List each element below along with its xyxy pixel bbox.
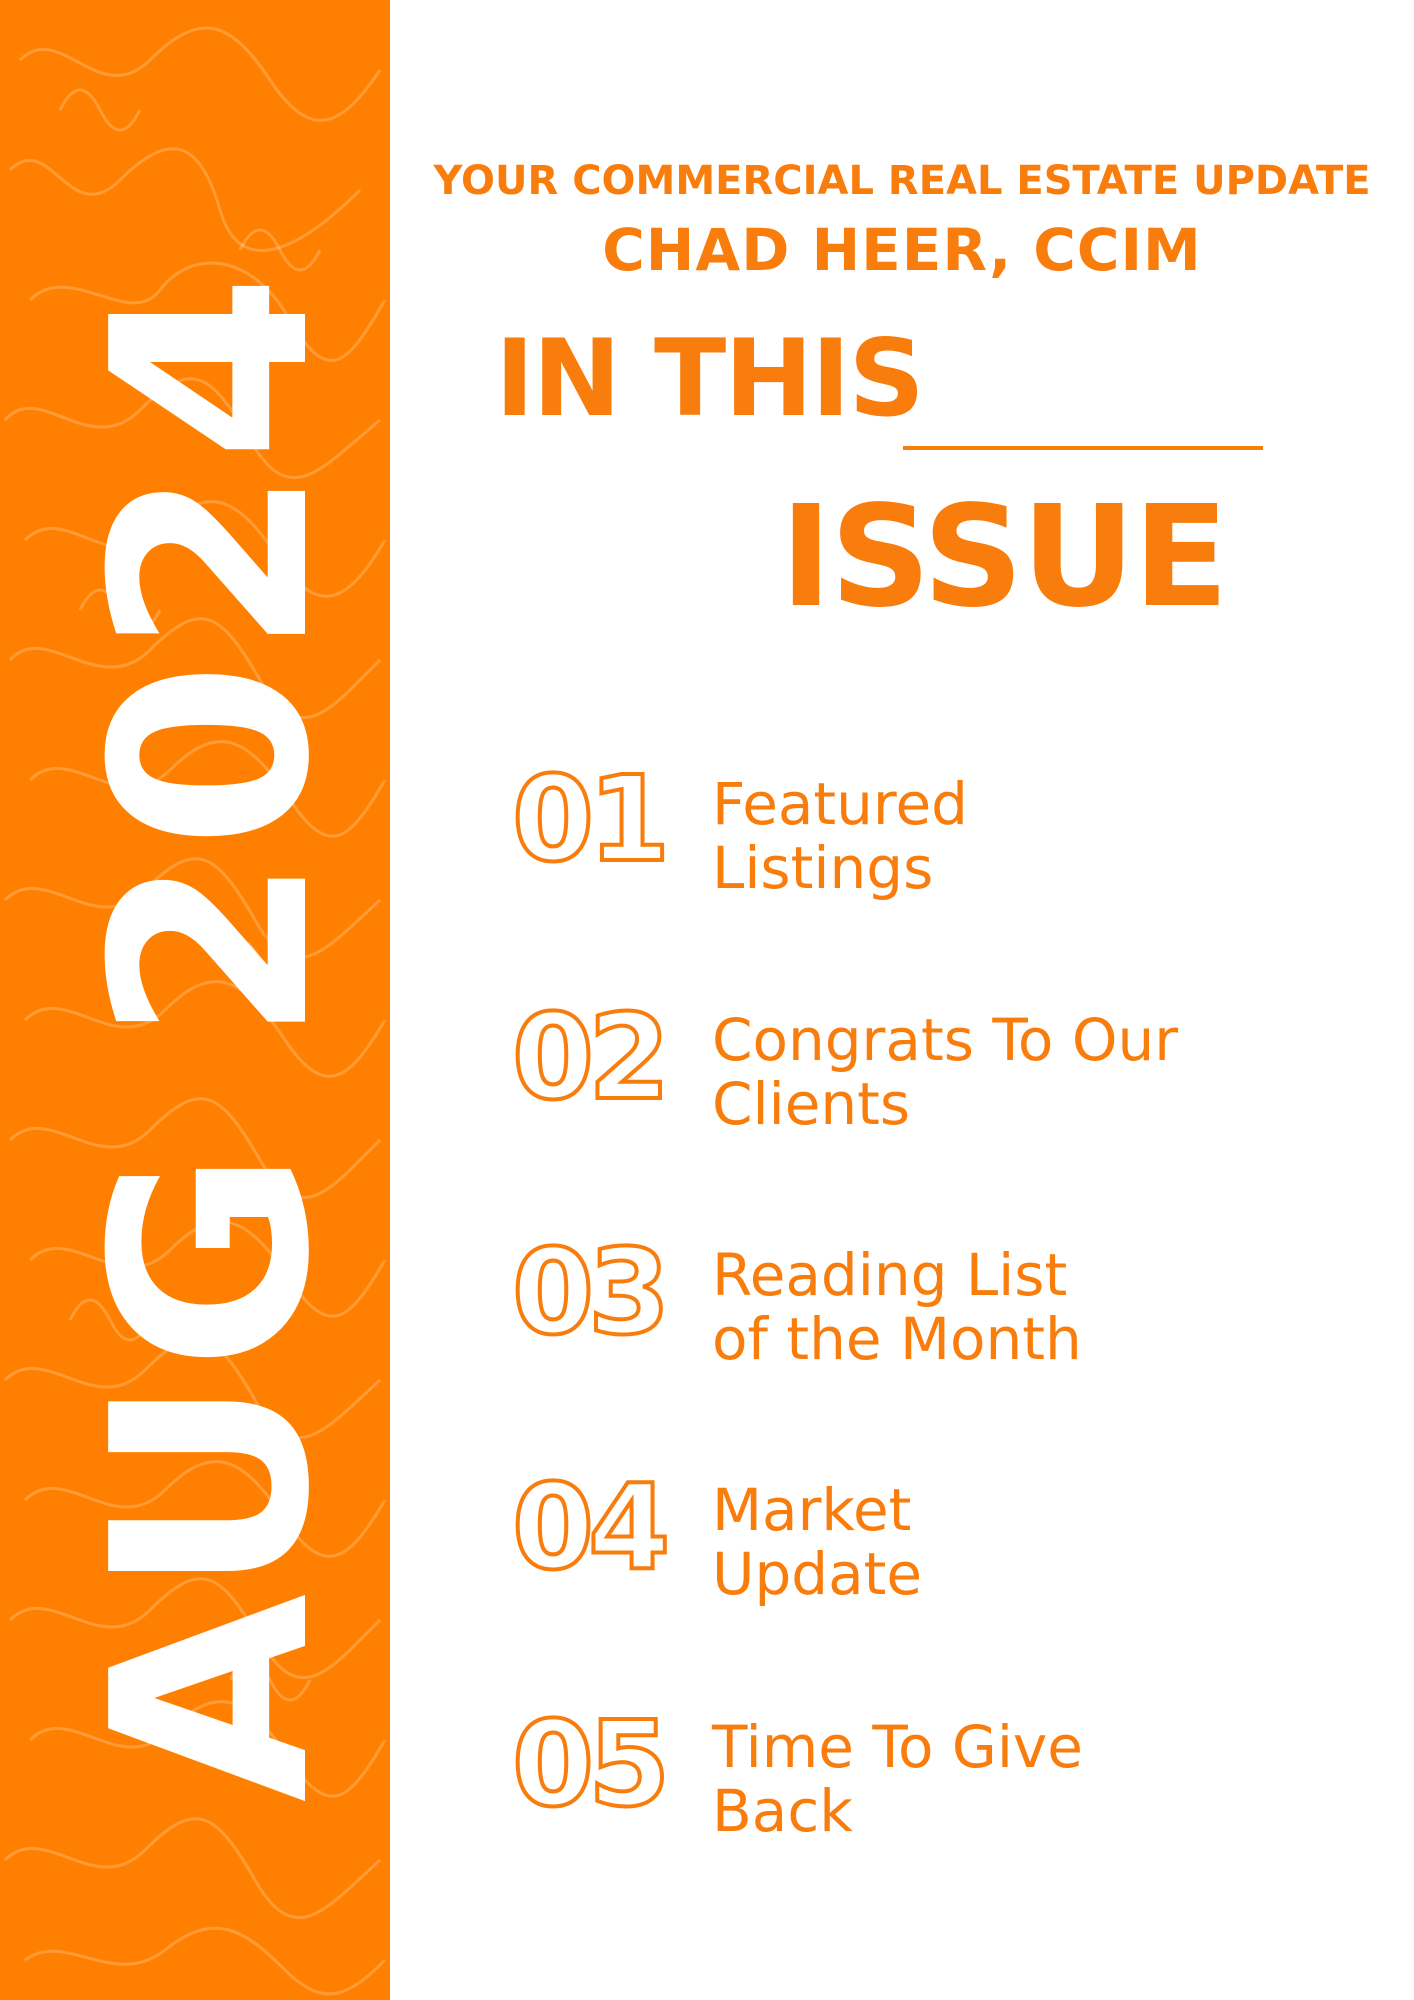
toc-item bbox=[512, 1223, 1372, 1373]
toc-title-line: Update bbox=[712, 1540, 923, 1608]
toc-item bbox=[512, 1458, 1372, 1608]
toc-number: 03 bbox=[512, 1223, 665, 1361]
toc-number: 05 bbox=[512, 1695, 665, 1833]
toc-title-line: Clients bbox=[712, 1070, 911, 1138]
toc-title-line: Listings bbox=[712, 834, 934, 902]
toc-title-line: Back bbox=[712, 1777, 853, 1845]
issue-date: AUG 2024 bbox=[54, 267, 369, 1803]
toc-title-line: Reading List bbox=[712, 1241, 1068, 1309]
toc-item bbox=[512, 988, 1372, 1138]
toc-title bbox=[712, 1243, 1082, 1371]
toc-title-line: Market bbox=[712, 1476, 912, 1544]
toc-item bbox=[512, 750, 1372, 902]
toc-title-line: Featured bbox=[712, 770, 968, 838]
toc-number: 01 bbox=[512, 750, 665, 888]
toc-item bbox=[512, 1695, 1372, 1845]
toc-number: 02 bbox=[512, 988, 665, 1126]
heading-underline bbox=[903, 446, 1263, 450]
author-name: CHAD HEER, CCIM bbox=[602, 216, 1202, 284]
newsletter-kicker: YOUR COMMERCIAL REAL ESTATE UPDATE bbox=[433, 158, 1371, 204]
toc-title-line: of the Month bbox=[712, 1305, 1082, 1373]
date-sidebar bbox=[0, 0, 390, 2000]
toc-title bbox=[712, 772, 968, 900]
toc-number: 04 bbox=[512, 1458, 665, 1596]
toc-title-line: Time To Give bbox=[712, 1713, 1083, 1781]
heading-issue: ISSUE bbox=[780, 476, 1227, 639]
toc-title bbox=[712, 1008, 1178, 1136]
toc-title bbox=[712, 1715, 1083, 1843]
heading-in-this: IN THIS bbox=[495, 317, 923, 440]
toc-title-line: Congrats To Our bbox=[712, 1006, 1179, 1074]
toc-title bbox=[712, 1478, 922, 1606]
